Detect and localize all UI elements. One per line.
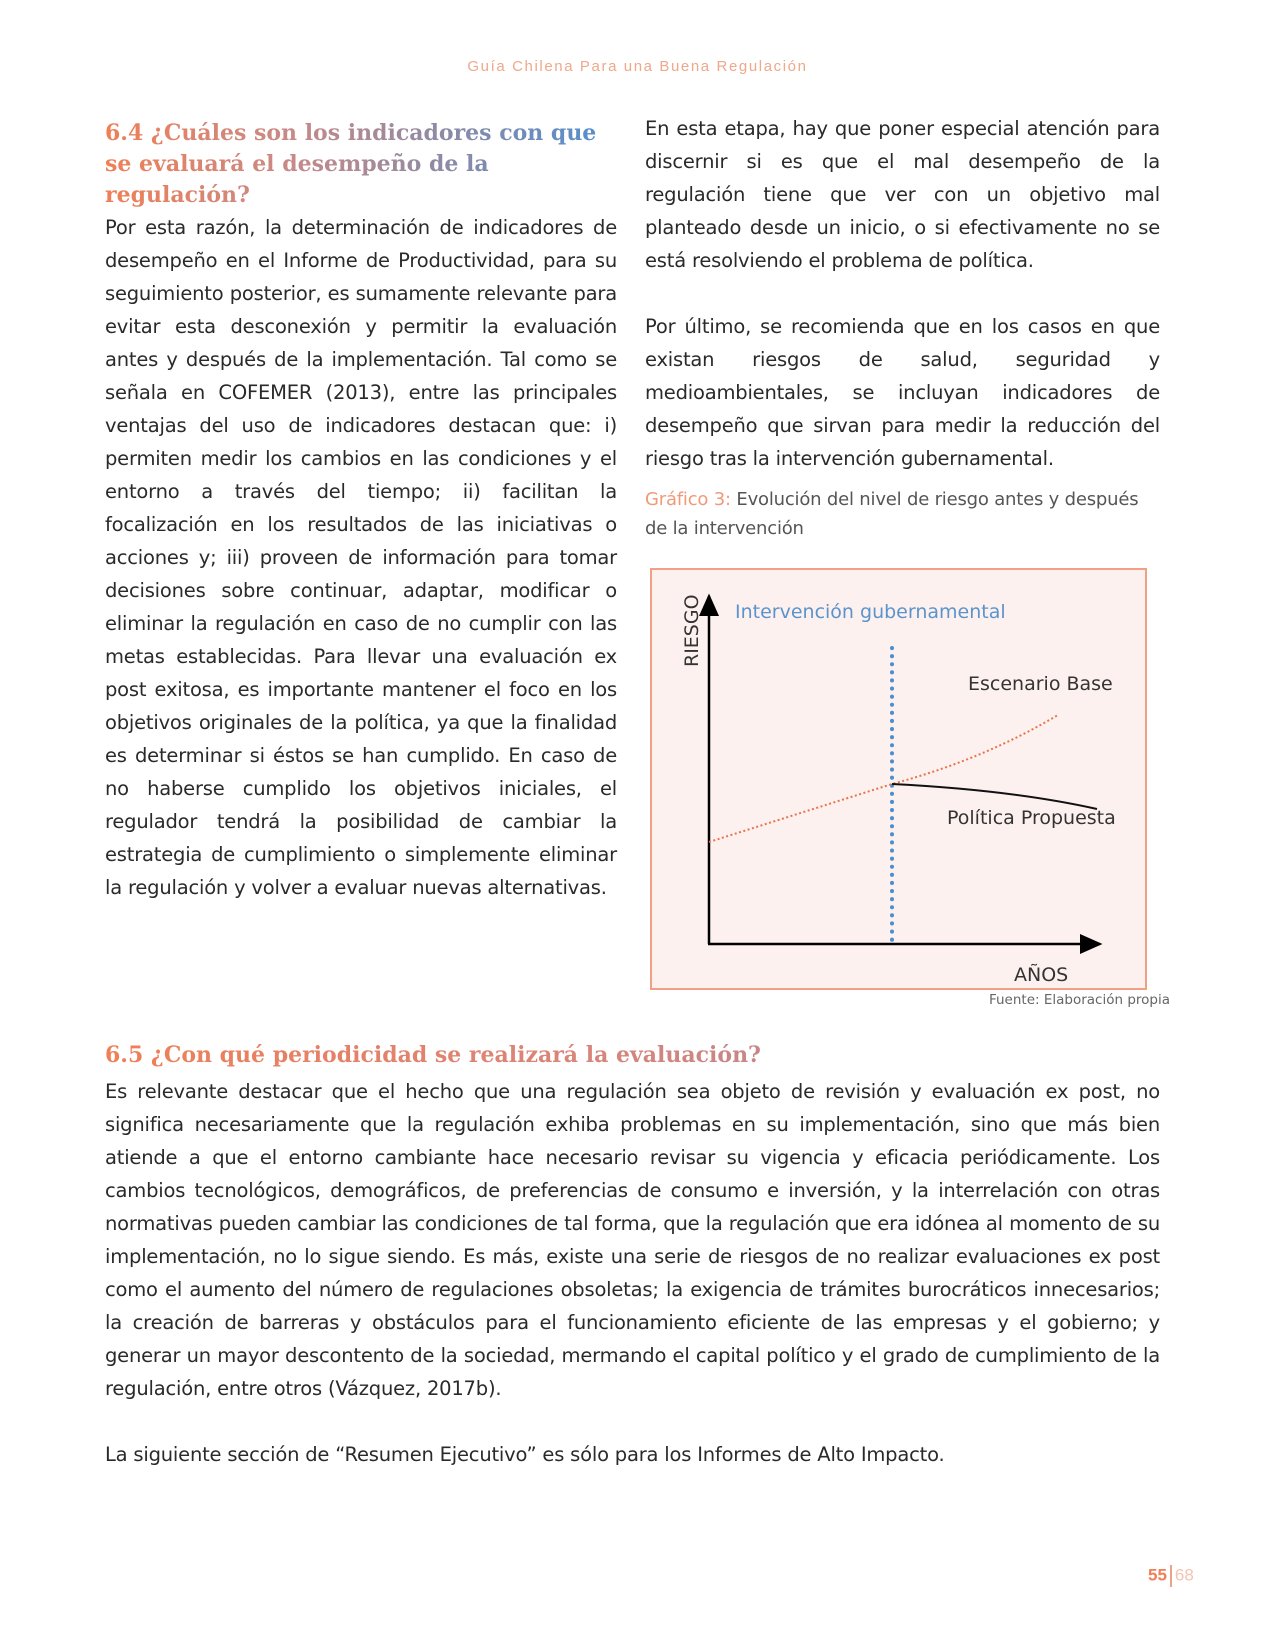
page-number bbox=[1148, 1565, 1194, 1587]
figure-caption bbox=[645, 485, 1160, 543]
section-6-5-paragraph-1: Es relevante destacar que el hecho que una regulación sea objeto de revisión y evaluación ex post, no significa necesariamente que la regulación exhiba problemas en su implementación, sino que más bien atiende a que el entorno cambiante hace necesario revisar su vigencia y eficacia periódicamente. Los cambios tecnológicos, demográficos, de preferencias de consumo e inversión, y la interrelación con otras normativas pueden cambiar las condiciones de tal forma, que la regulación que era idónea al momento de su implementación, no lo sigue siendo. Es más, existe una serie de riesgos de no realizar evaluaciones ex post como el aumento del número de regulaciones obsoletas; la exigencia de trámites burocráticos innecesarios; la creación de barreras y obstáculos para el funcionamiento eficiente de las empresas y el gobierno; y generar un mayor descontento de la sociedad, mermando el capital político y el grado de cumplimiento de la regulación, entre otros (Vázquez, 2017b). bbox=[105, 1080, 1160, 1400]
page-separator bbox=[1170, 1565, 1172, 1587]
y-axis-label: RIESGO bbox=[681, 594, 703, 667]
running-header: Guía Chilena Para una Buena Regulación bbox=[467, 58, 808, 75]
figure-caption-text: Evolución del nivel de riesgo antes y después de la intervención bbox=[645, 489, 1139, 539]
x-axis-label: AÑOS bbox=[1014, 964, 1069, 986]
section-6-5-heading: 6.5 ¿Con qué periodicidad se realizará la evaluación? bbox=[105, 1040, 1160, 1071]
section-6-4-right-paragraph-1: En esta etapa, hay que poner especial atención para discernir si es que el mal desempeño de la regulación tiene que ver con un objetivo mal planteado desde un inicio, o si efectivamente no se está resolviendo el problema de política. bbox=[645, 117, 1160, 272]
right-column bbox=[645, 112, 1160, 543]
section-6-5-paragraph-2: La siguiente sección de “Resumen Ejecutivo” es sólo para los Informes de Alto Impacto. bbox=[105, 1443, 945, 1466]
section-6-4-heading: 6.4 ¿Cuáles son los indicadores con que se evaluará el desempeño de la regulación? bbox=[105, 118, 617, 211]
baseline-label: Escenario Base bbox=[968, 673, 1113, 695]
figure-source: Fuente: Elaboración propia bbox=[988, 992, 1170, 1008]
figure-label: Gráfico 3: bbox=[645, 489, 731, 510]
section-6-5 bbox=[105, 1040, 1160, 1471]
section-6-4-left-paragraph: Por esta razón, la determinación de indicadores de desempeño en el Informe de Productividad, para su seguimiento posterior, es sumamente relevante para evitar esta desconexión y permitir la evaluación antes y después de la implementación. Tal como se señala en COFEMER (2013), entre las principales ventajas del uso de indicadores destacan que: i) permiten medir los cambios en las condiciones y el entorno a través del tiempo; ii) facilitan la focalización en los resultados de las iniciativas o acciones y; iii) proveen de información para tomar decisiones sobre continuar, adaptar, modificar o eliminar la regulación en caso de no cumplir con las metas establecidas. Para llevar una evaluación ex post exitosa, es importante mantener el foco en los objetivos originales de la política, ya que la finalidad es determinar si éstos se han cumplido. En caso de no haberse cumplido los objetivos iniciales, el regulador tendrá la posibilidad de cambiar la estrategia de cumplimiento o simplemente eliminar la regulación y volver a evaluar nuevas alternativas. bbox=[105, 216, 617, 899]
risk-chart bbox=[650, 568, 1147, 990]
intervention-label: Intervención gubernamental bbox=[735, 601, 1006, 623]
risk-chart-svg bbox=[652, 570, 1149, 992]
page-current: 55 bbox=[1148, 1565, 1167, 1585]
section-6-4-right-paragraph-2: Por último, se recomienda que en los casos en que existan riesgos de salud, seguridad y medioambientales, se incluyan indicadores de desempeño que sirvan para medir la reducción del riesgo tras la intervención gubernamental. bbox=[645, 315, 1160, 470]
policy-label: Política Propuesta bbox=[947, 807, 1116, 829]
left-column bbox=[105, 118, 617, 904]
policy-series bbox=[892, 784, 1097, 809]
page-total: 68 bbox=[1174, 1565, 1194, 1585]
